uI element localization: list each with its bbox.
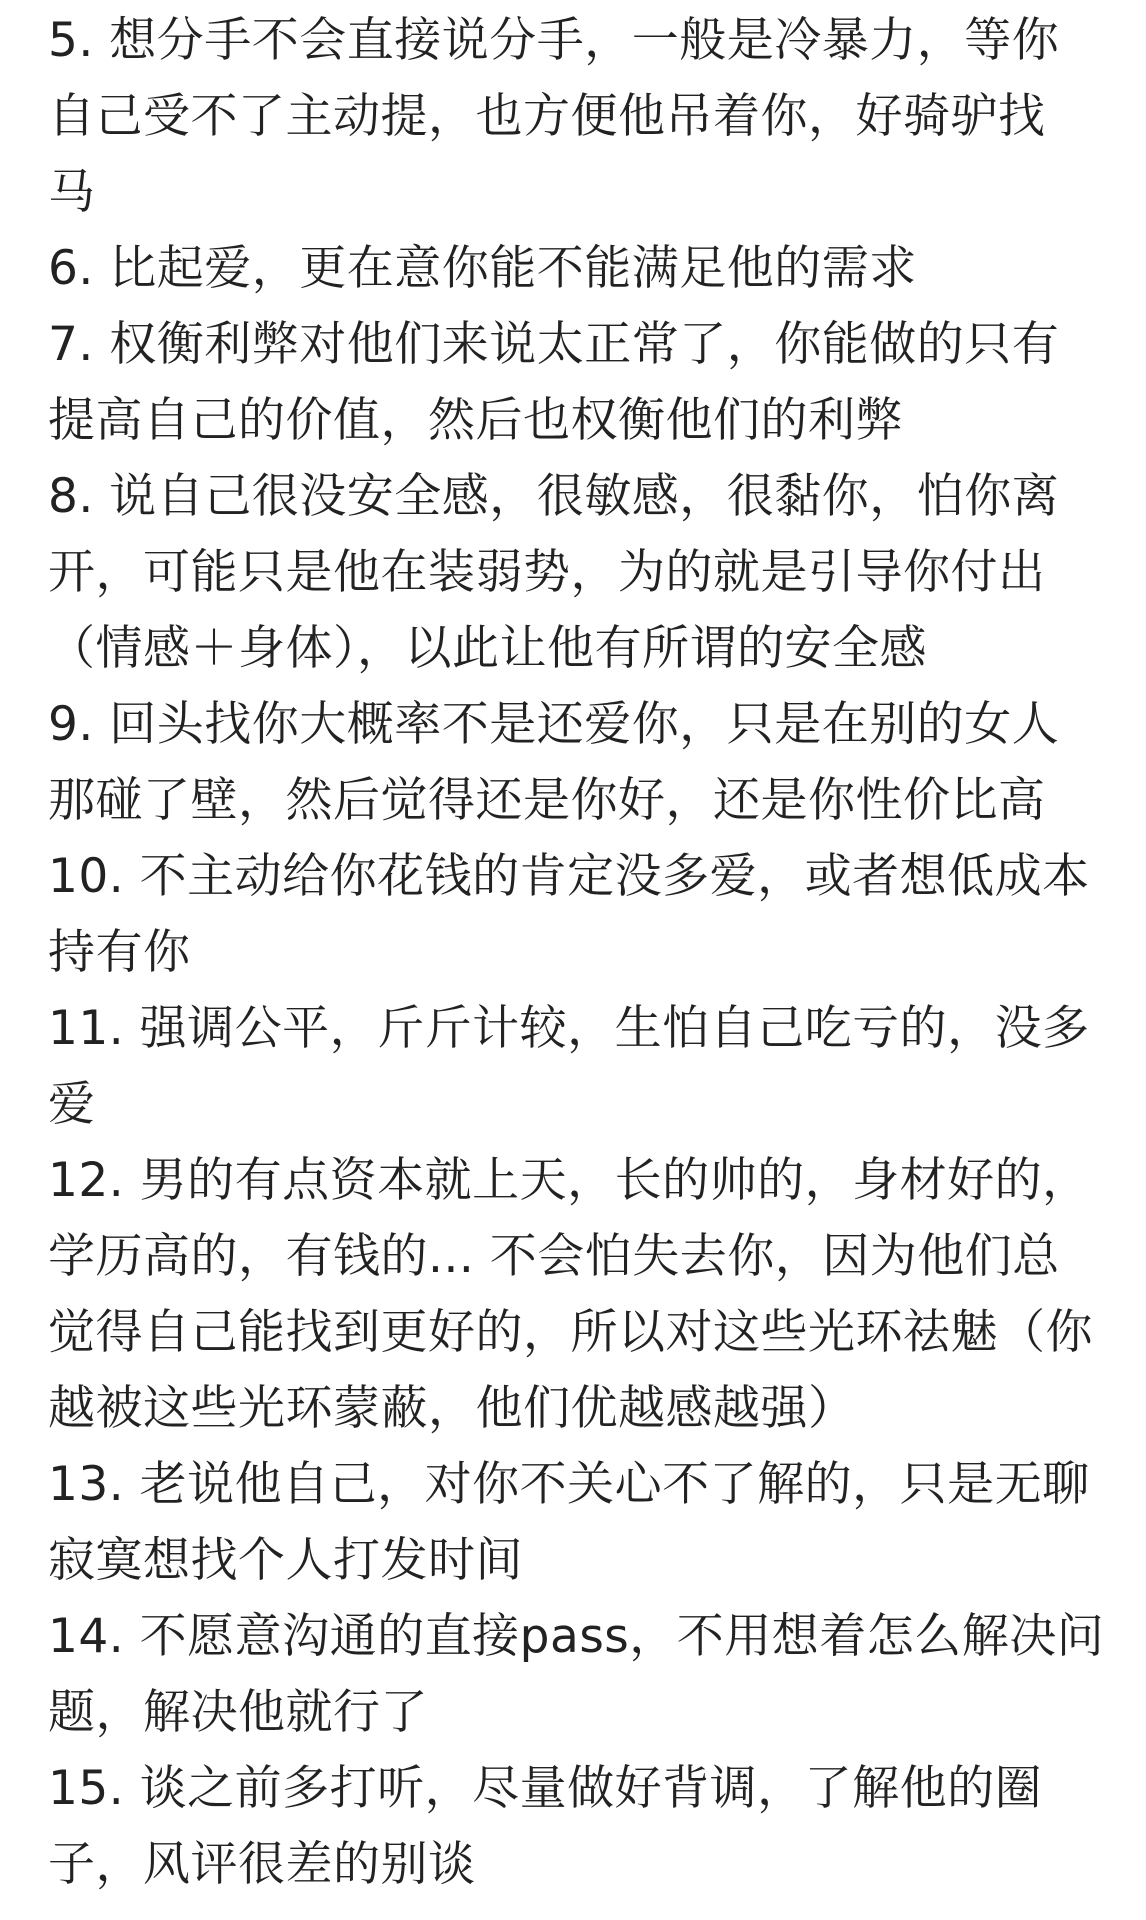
text-line: 6. 比起爱，更在意你能不能满足他的需求 xyxy=(48,241,917,296)
text-line: 13. 老说他自己，对你不关心不了解的，只是无聊 xyxy=(48,1457,1090,1512)
text-line: 子，风评很差的别谈 xyxy=(48,1837,476,1892)
text-line: 学历高的，有钱的... 不会怕失去你，因为他们总 xyxy=(48,1229,1060,1284)
text-line: 开，可能只是他在装弱势，为的就是引导你付出 xyxy=(48,545,1046,600)
text-line: 5. 想分手不会直接说分手，一般是冷暴力，等你 xyxy=(48,13,1060,68)
text-line: 题，解决他就行了 xyxy=(48,1685,428,1740)
text-line: 持有你 xyxy=(48,925,191,980)
text-line: 提高自己的价值，然后也权衡他们的利弊 xyxy=(48,393,903,448)
text-line: 12. 男的有点资本就上天，长的帅的，身材好的， xyxy=(48,1153,1090,1208)
text-line: （情感＋身体），以此让他有所谓的安全感 xyxy=(48,621,927,676)
text-line: 7. 权衡利弊对他们来说太正常了，你能做的只有 xyxy=(48,317,1060,372)
text-line: 8. 说自己很没安全感，很敏感，很黏你，怕你离 xyxy=(48,469,1060,524)
text-line: 马 xyxy=(48,165,96,220)
text-line: 14. 不愿意沟通的直接pass，不用想着怎么解决问 xyxy=(48,1609,1105,1664)
text-line: 寂寞想找个人打发时间 xyxy=(48,1533,523,1588)
text-line: 15. 谈之前多打听，尽量做好背调，了解他的圈 xyxy=(48,1761,1043,1816)
text-line: 越被这些光环蒙蔽，他们优越感越强） xyxy=(48,1381,856,1436)
text-line: 10. 不主动给你花钱的肯定没多爱，或者想低成本 xyxy=(48,849,1090,904)
text-line: 9. 回头找你大概率不是还爱你，只是在别的女人 xyxy=(48,697,1060,752)
text-line: 那碰了壁，然后觉得还是你好，还是你性价比高 xyxy=(48,773,1046,828)
text-line: 觉得自己能找到更好的，所以对这些光环祛魅（你 xyxy=(48,1305,1093,1360)
text-line: 爱 xyxy=(48,1077,96,1132)
text-line: 自己受不了主动提，也方便他吊着你，好骑驴找 xyxy=(48,89,1046,144)
text-line: 11. 强调公平，斤斤计较，生怕自己吃亏的，没多 xyxy=(48,1001,1090,1056)
